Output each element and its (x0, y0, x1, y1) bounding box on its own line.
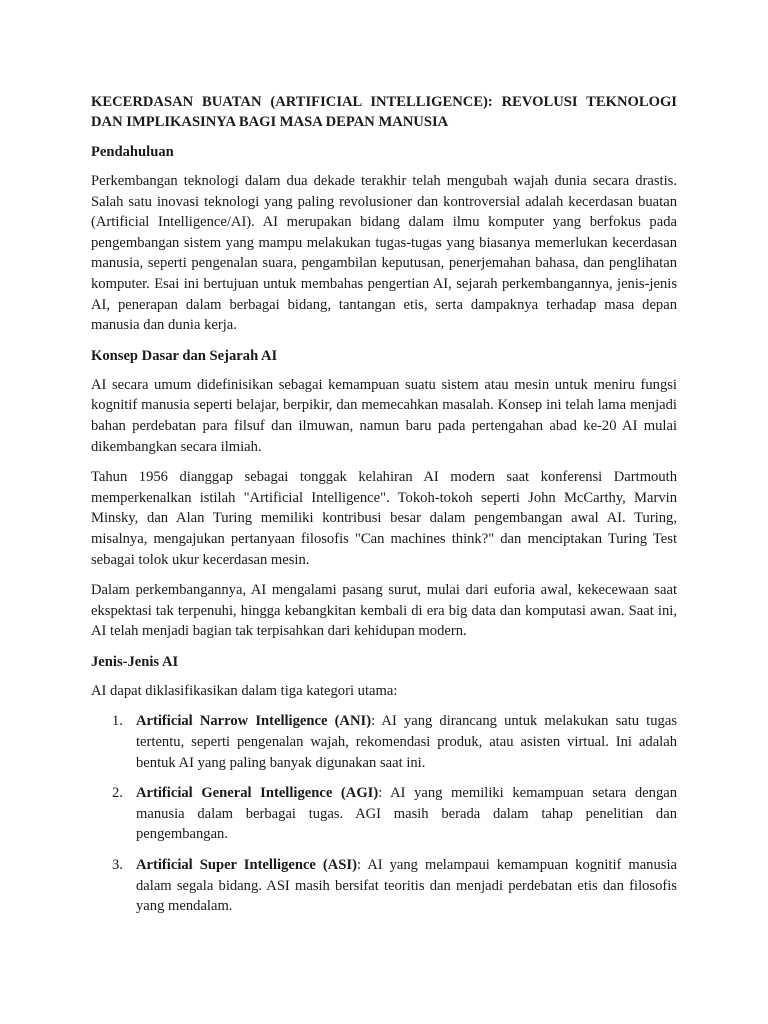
list-number: 2. (112, 785, 123, 802)
list-number: 1. (112, 713, 123, 730)
list-description: : AI yang dirancang untuk melakukan satu tugas tertentu, seperti pengenalan wajah, rekomendasi produk, atau asisten virtual. Ini adalah bentuk AI yang paling banyak digunakan saat ini. (136, 713, 677, 771)
list-term: Artificial Narrow Intelligence (ANI) (136, 713, 372, 730)
heading-pendahuluan: Pendahuluan (91, 144, 174, 160)
ai-types-list (91, 711, 677, 916)
paragraph-1956: Tahun 1956 dianggap sebagai tonggak kelahiran AI modern saat konferensi Dartmouth memperkenalkan istilah "Artificial Intelligence". Tokoh-tokoh seperti John McCarthy, Marvin Minsky, dan Alan Turing memiliki kontribusi besar dalam pengembangan awal AI. Turing, misalnya, mengajukan pertanyaan filosofis "Can machines think?" dan menciptakan Turing Test sebagai tolok ukur kecerdasan mesin. (91, 469, 677, 568)
heading-jenis-ai: Jenis-Jenis AI (91, 653, 179, 670)
paragraph-intro: Perkembangan teknologi dalam dua dekade terakhir telah mengubah wajah dunia secara drastis. Salah satu inovasi teknologi yang paling revolusioner dan kontroversial adalah kecerdasan buatan (Artificial Intelligence/AI). AI merupakan bidang dalam ilmu komputer yang berfokus pada pengembangan sistem yang mampu melakukan tugas-tugas yang biasanya memerlukan kecerdasan manusia, seperti pengenalan suara, pengambilan keputusan, penerjemahan bahasa, dan penglihatan komputer. Esai ini bertujuan untuk membahas pengertian AI, sejarah perkembangannya, jenis-jenis AI, penerapan dalam berbagai bidang, tantangan etis, serta dampaknya terhadap masa depan manusia dan dunia kerja. (91, 173, 677, 334)
paragraph-definition: AI secara umum didefinisikan sebagai kemampuan suatu sistem atau mesin untuk meniru fungsi kognitif manusia seperti belajar, berpikir, dan memecahkan masalah. Konsep ini telah lama menjadi bahan perdebatan para filsuf dan ilmuwan, namun baru pada pertengahan abad ke-20 AI mulai dikembangkan secara ilmiah. (91, 376, 677, 455)
heading-konsep-sejarah: Konsep Dasar dan Sejarah AI (91, 347, 278, 364)
list-term: Artificial Super Intelligence (ASI) (136, 857, 357, 874)
document-title: KECERDASAN BUATAN (ARTIFICIAL INTELLIGENCE): REVOLUSI TEKNOLOGI DAN IMPLIKASINYA BAGI MASA DEPAN MANUSIA (91, 94, 677, 130)
list-item (91, 855, 677, 917)
list-description: : AI yang memiliki kemampuan setara dengan manusia dalam berbagai tugas. AGI masih berada dalam tahap penelitian dan pengembangan. (136, 785, 678, 843)
document-page (91, 92, 677, 927)
paragraph-development: Dalam perkembangannya, AI mengalami pasang surut, mulai dari euforia awal, kekecewaan saat ekspektasi tak terpenuhi, hingga kebangkitan kembali di era big data dan komputasi awan. Saat ini, AI telah menjadi bagian tak terpisahkan dari kehidupan modern. (91, 582, 677, 640)
paragraph-classification: AI dapat diklasifikasikan dalam tiga kategori utama: (91, 682, 398, 699)
list-number: 3. (112, 857, 123, 874)
list-description: : AI yang melampaui kemampuan kognitif manusia dalam segala bidang. ASI masih bersifat teoritis dan menjadi perdebatan etis dan filosofis yang mendalam. (136, 857, 677, 915)
list-term: Artificial General Intelligence (AGI) (136, 785, 379, 802)
list-item (91, 711, 677, 773)
list-item (91, 783, 677, 845)
